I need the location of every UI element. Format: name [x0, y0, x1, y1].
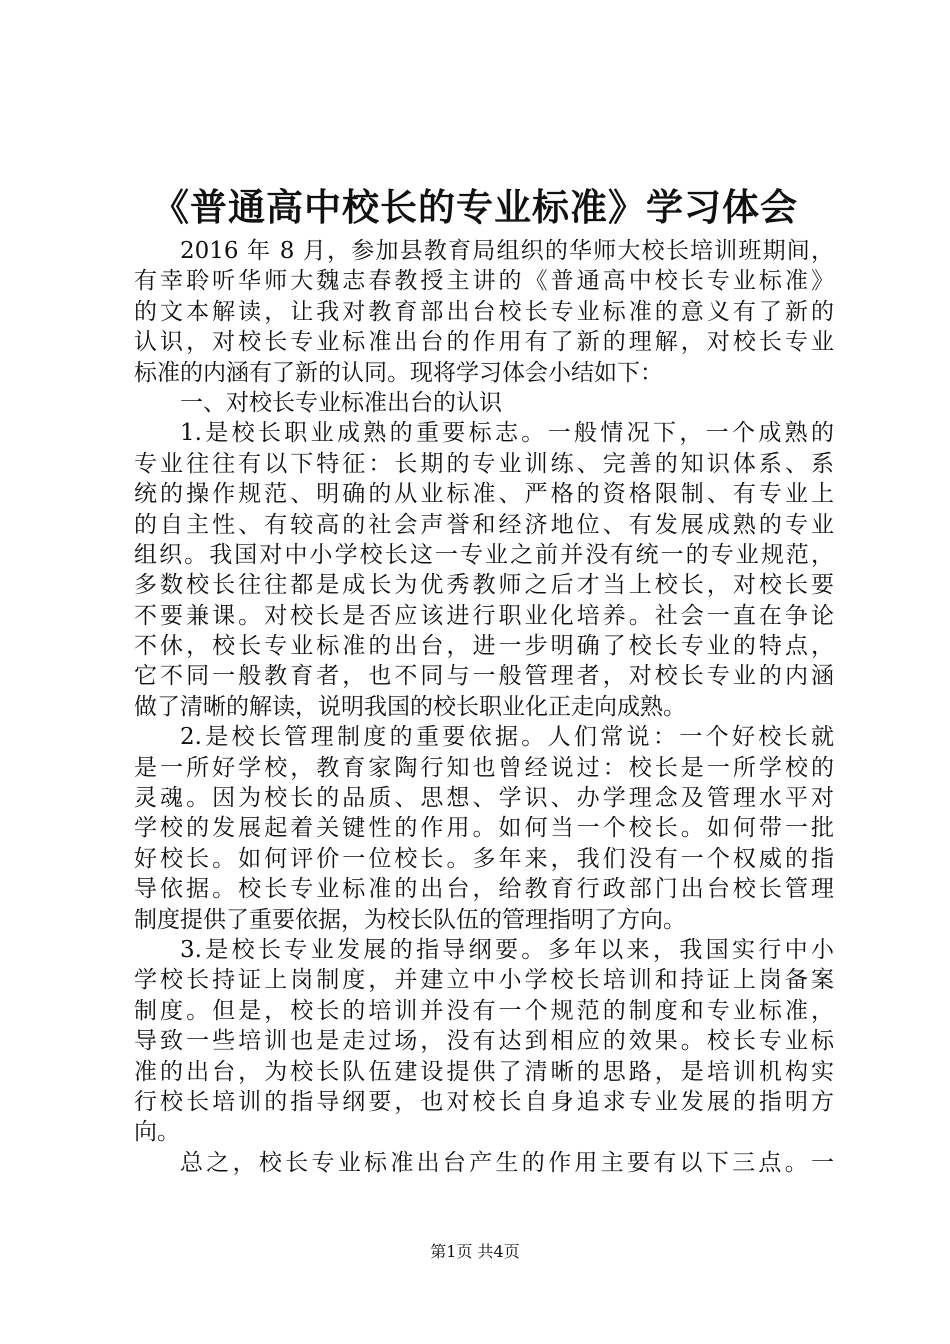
text-line: 一、对校长专业标准出台的认识 — [180, 389, 502, 416]
text-line: 的文本解读，让我对教育部出台校长专业标准的意义有了新的 — [134, 298, 834, 325]
paragraph — [134, 388, 834, 418]
text-line: 行校长培训的指导纲要，也对校长自身追求专业发展的指明方 — [134, 1088, 834, 1115]
text-line: 导依据。校长专业标准的出台，给教育行政部门出台校长管理 — [134, 876, 834, 903]
text-line: 有幸聆听华师大魏志春教授主讲的《普通高中校长专业标准》 — [134, 268, 834, 295]
text-line: 统的操作规范、明确的从业标准、严格的资格限制、有专业上 — [134, 481, 834, 508]
text-line: 1.是校长职业成熟的重要标志。一般情况下，一个成熟的 — [180, 420, 834, 447]
text-line: 总之，校长专业标准出台产生的作用主要有以下三点。一 — [180, 1149, 834, 1176]
paragraph — [134, 1148, 834, 1178]
text-line: 制度提供了重要依据，为校长队伍的管理指明了方向。 — [134, 906, 686, 933]
text-line: 准的出台，为校长队伍建设提供了清晰的思路，是培训机构实 — [134, 1058, 834, 1085]
text-line: 是一所好学校，教育家陶行知也曾经说过：校长是一所学校的 — [134, 754, 834, 781]
text-line: 不要兼课。对校长是否应该进行职业化培养。社会一直在争论 — [134, 602, 834, 629]
text-line: 的自主性、有较高的社会声誉和经济地位、有发展成熟的专业 — [134, 511, 834, 538]
text-line: 导致一些培训也是走过场，没有达到相应的效果。校长专业标 — [134, 1028, 834, 1055]
paragraph — [134, 935, 834, 1148]
text-line: 多数校长往往都是成长为优秀教师之后才当上校长，对校长要 — [134, 572, 834, 599]
text-line: 好校长。如何评价一位校长。多年来，我们没有一个权威的指 — [134, 845, 834, 872]
text-line: 标准的内涵有了新的认同。现将学习体会小结如下： — [134, 359, 663, 386]
text-line: 学校长持证上岗制度，并建立中小学校长培训和持证上岗备案 — [134, 967, 834, 994]
text-line: 制度。但是，校长的培训并没有一个规范的制度和专业标准， — [134, 997, 834, 1024]
text-line: 3.是校长专业发展的指导纲要。多年以来，我国实行中小 — [180, 936, 834, 963]
text-line: 灵魂。因为校长的品质、思想、学识、办学理念及管理水平对 — [134, 785, 834, 812]
page-footer: 第1页 共4页 — [430, 1242, 520, 1261]
text-line: 认识，对校长专业标准出台的作用有了新的理解，对校长专业 — [134, 329, 834, 356]
text-line: 2.是校长管理制度的重要依据。人们常说：一个好校长就 — [180, 724, 834, 751]
text-line: 它不同一般教育者，也不同与一般管理者，对校长专业的内涵 — [134, 663, 834, 690]
text-line: 学校的发展起着关键性的作用。如何当一个校长。如何带一批 — [134, 815, 834, 842]
paragraph — [134, 722, 834, 935]
text-line: 做了清晰的解读，说明我国的校长职业化正走向成熟。 — [134, 693, 686, 720]
text-line: 向。 — [134, 1119, 180, 1146]
text-line: 组织。我国对中小学校长这一专业之前并没有统一的专业规范， — [134, 541, 834, 568]
text-line: 不休，校长专业标准的出台，进一步明确了校长专业的特点， — [134, 633, 834, 660]
text-line: 2016 年 8 月，参加县教育局组织的华师大校长培训班期间， — [180, 238, 834, 264]
paragraph — [134, 418, 834, 722]
paragraph — [134, 236, 834, 388]
document-title: 《普通高中校长的专业标准》学习体会 — [152, 185, 798, 229]
text-line: 专业往往有以下特征：长期的专业训练、完善的知识体系、系 — [134, 450, 834, 477]
document-body — [134, 236, 834, 1178]
